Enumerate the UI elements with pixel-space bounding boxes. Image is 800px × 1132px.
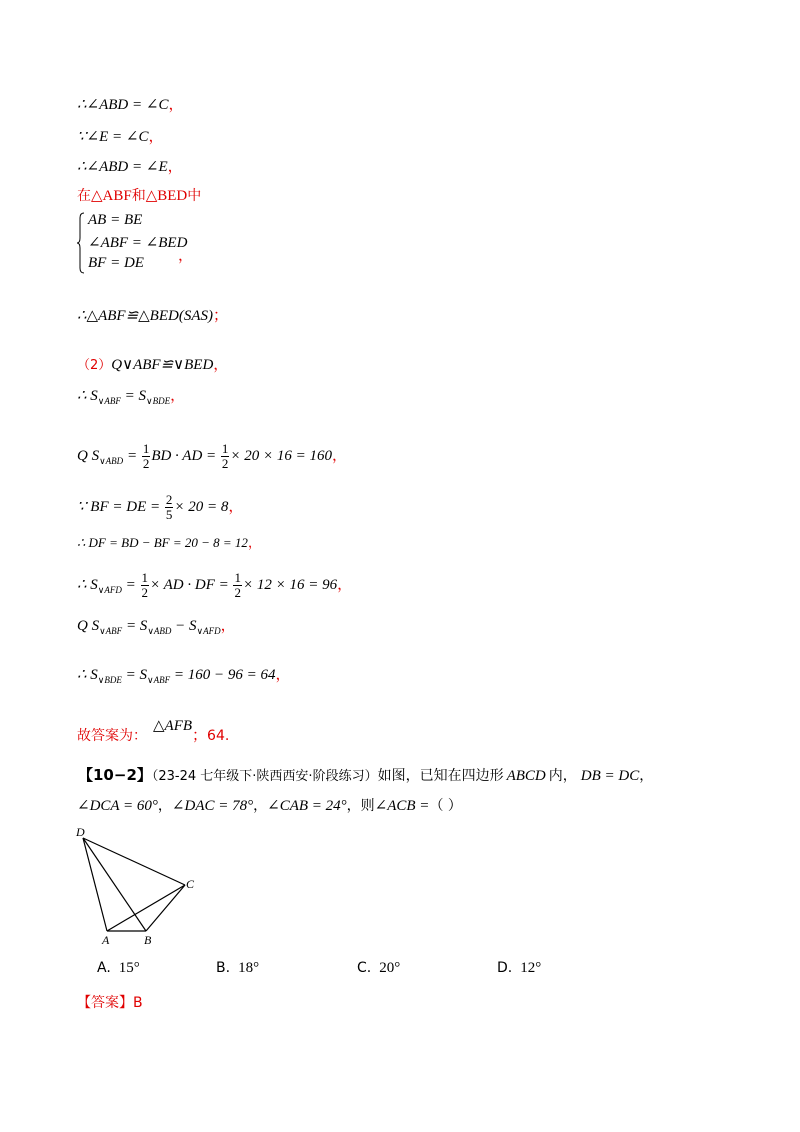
- punct: ，: [148, 129, 164, 145]
- punct: ，: [220, 618, 236, 634]
- expr: ∴ S: [77, 667, 98, 683]
- triangle-bed: △BED: [145, 188, 188, 204]
- proof-line-1: [77, 95, 183, 115]
- option-value: 18°: [238, 960, 260, 976]
- punct: ，: [275, 667, 291, 683]
- label-c: C: [186, 877, 195, 891]
- congruence-statement: ∴△ABF≌△BED(SAS): [77, 308, 213, 324]
- answer-value: 64.: [207, 728, 230, 744]
- option-label: D.: [497, 960, 513, 976]
- proof-line-3: [77, 157, 183, 177]
- left-brace-icon: [77, 212, 85, 274]
- punct: ，: [170, 388, 186, 404]
- option-label: B.: [216, 960, 231, 976]
- expr: ∴ S: [77, 576, 98, 593]
- expr: Q S: [77, 618, 100, 634]
- punct: ，: [332, 447, 348, 464]
- denominator: 2: [142, 456, 150, 471]
- answer-blank: （ ）: [429, 798, 462, 814]
- condition-db-dc: DB = DC: [580, 768, 640, 784]
- subscript: ∨ABF: [147, 675, 171, 685]
- punct: ，: [213, 357, 229, 373]
- condition-cab: ∠CAB = 24°: [267, 798, 347, 814]
- text-zhong: 中: [187, 188, 202, 204]
- expr: =: [123, 447, 141, 464]
- proof-text: ∴∠ABD = ∠E: [77, 159, 168, 175]
- punct: ，: [167, 159, 183, 175]
- subscript: ∨BDE: [97, 675, 122, 685]
- system-eq-2: ∠ABF = ∠BED: [88, 235, 188, 251]
- expr: ∴ DF = BD − BF = 20 − 8 = 12: [77, 535, 248, 550]
- segment-da: [83, 838, 107, 931]
- denominator: 5: [165, 507, 173, 522]
- label-b: B: [144, 933, 152, 947]
- subscript: ∨ABF: [97, 396, 121, 406]
- condition-dca: ∠DCA = 60°: [77, 798, 158, 814]
- punct: ，: [247, 535, 261, 550]
- expr: × 20 = 8: [174, 498, 229, 515]
- proof-line-10: [77, 533, 261, 553]
- triangle-afb: △AFB: [153, 718, 193, 734]
- punct: ，: [178, 248, 194, 264]
- part-number: （2）: [77, 358, 112, 373]
- condition-dac: ∠DAC = 78°: [171, 798, 254, 814]
- question-source: （23-24 七年级下·陕西西安·阶段练习）: [151, 769, 378, 784]
- question-stem: 如图，已知在四边形: [377, 768, 504, 784]
- segment-bc: [146, 885, 185, 931]
- answer-label: 故答案为：: [77, 728, 147, 744]
- proof-line-12: [77, 616, 236, 641]
- triangle-abf: △ABF: [91, 188, 132, 204]
- segment-ac: [107, 885, 185, 931]
- denominator: 2: [141, 585, 149, 600]
- expr: = S: [122, 618, 148, 634]
- fraction-half: [141, 571, 150, 600]
- subscript: ∨AFD: [97, 584, 122, 595]
- expr: × 12 × 16 = 96: [242, 576, 338, 593]
- text-zai: 在: [77, 188, 91, 204]
- proof-line-6: [77, 355, 228, 376]
- option-c[interactable]: [357, 960, 400, 977]
- option-label: C.: [357, 960, 372, 976]
- punct: ，: [337, 576, 353, 593]
- subscript: ∨ABD: [147, 626, 172, 636]
- punct: ，: [228, 498, 244, 515]
- system-eq-3: BF = DE: [88, 255, 144, 271]
- expr: BD · AD =: [151, 447, 220, 464]
- system-eq-1: AB = BE: [88, 212, 143, 228]
- numerator: 1: [234, 570, 241, 585]
- expr: ∵ BF = DE =: [77, 498, 164, 515]
- fraction-half: [233, 571, 242, 600]
- question-ask: ∠ACB =: [374, 798, 430, 814]
- answer-line: [77, 718, 230, 746]
- text-he: 和: [131, 188, 146, 204]
- proof-text: ∵∠E = ∠C: [77, 129, 149, 145]
- option-value: 15°: [118, 960, 140, 976]
- proof-line-4: [77, 186, 201, 207]
- proof-line-8: [77, 442, 347, 471]
- label-a: A: [102, 933, 110, 947]
- proof-line-7: [77, 386, 185, 411]
- expr: ∴ S: [77, 388, 98, 404]
- expr: = S: [120, 388, 147, 404]
- fraction-two-fifths: [165, 493, 174, 522]
- option-a[interactable]: [97, 960, 140, 977]
- proof-line-13: [77, 665, 291, 690]
- label-d: D: [76, 825, 85, 839]
- numerator: 1: [221, 441, 229, 456]
- expr: × AD · DF =: [150, 576, 233, 593]
- option-d[interactable]: [497, 960, 541, 977]
- proof-line-9: [77, 493, 243, 522]
- answer-key: 【答案】B: [77, 995, 143, 1011]
- numerator: 1: [142, 441, 150, 456]
- quadrilateral-figure: [66, 822, 216, 952]
- subscript: ∨AFD: [196, 626, 221, 636]
- punct: ，: [168, 97, 184, 113]
- question-line-1: 【10−2】（23-24 七年级下·陕西西安·阶段练习）如图，已知在四边形 ABCD 内， DB = DC，: [78, 766, 654, 784]
- proof-line-2: [77, 127, 164, 147]
- subscript: ∨ABF: [99, 626, 123, 636]
- denominator: 2: [221, 456, 229, 471]
- proof-text: ∴∠ABD = ∠C: [77, 97, 169, 113]
- fraction-half: [142, 442, 151, 471]
- expr: − S: [171, 618, 197, 634]
- question-tag: 【10−2】: [78, 766, 152, 784]
- option-value: 12°: [520, 960, 542, 976]
- option-value: 20°: [379, 960, 401, 976]
- expr: =: [121, 576, 140, 593]
- proof-line-5: [77, 306, 228, 326]
- expr: Q S: [77, 447, 100, 464]
- expr: × 20 × 16 = 160: [230, 447, 333, 464]
- subscript: ∨ABD: [99, 455, 124, 466]
- fraction-half: [221, 442, 230, 471]
- quad-name: ABCD: [506, 768, 546, 784]
- question-stem: ，则: [346, 798, 375, 814]
- option-b[interactable]: [216, 960, 259, 977]
- punct: ；: [212, 308, 228, 324]
- subscript: ∨BDE: [146, 396, 171, 406]
- proof-line-11: [77, 571, 352, 600]
- denominator: 2: [234, 585, 241, 600]
- expr: = S: [121, 667, 148, 683]
- question-line-2: ∠DCA = 60°，∠DAC = 78°，∠CAB = 24°，则∠ACB =（ ）: [77, 798, 462, 814]
- expr: = 160 − 96 = 64: [170, 667, 276, 683]
- numerator: 1: [141, 570, 149, 585]
- punct: ；: [192, 728, 208, 744]
- option-label: A.: [97, 960, 111, 976]
- numerator: 2: [165, 492, 173, 507]
- congruence-reason: Q∨ABF≌∨BED: [111, 357, 214, 373]
- question-stem: 内，: [548, 768, 577, 784]
